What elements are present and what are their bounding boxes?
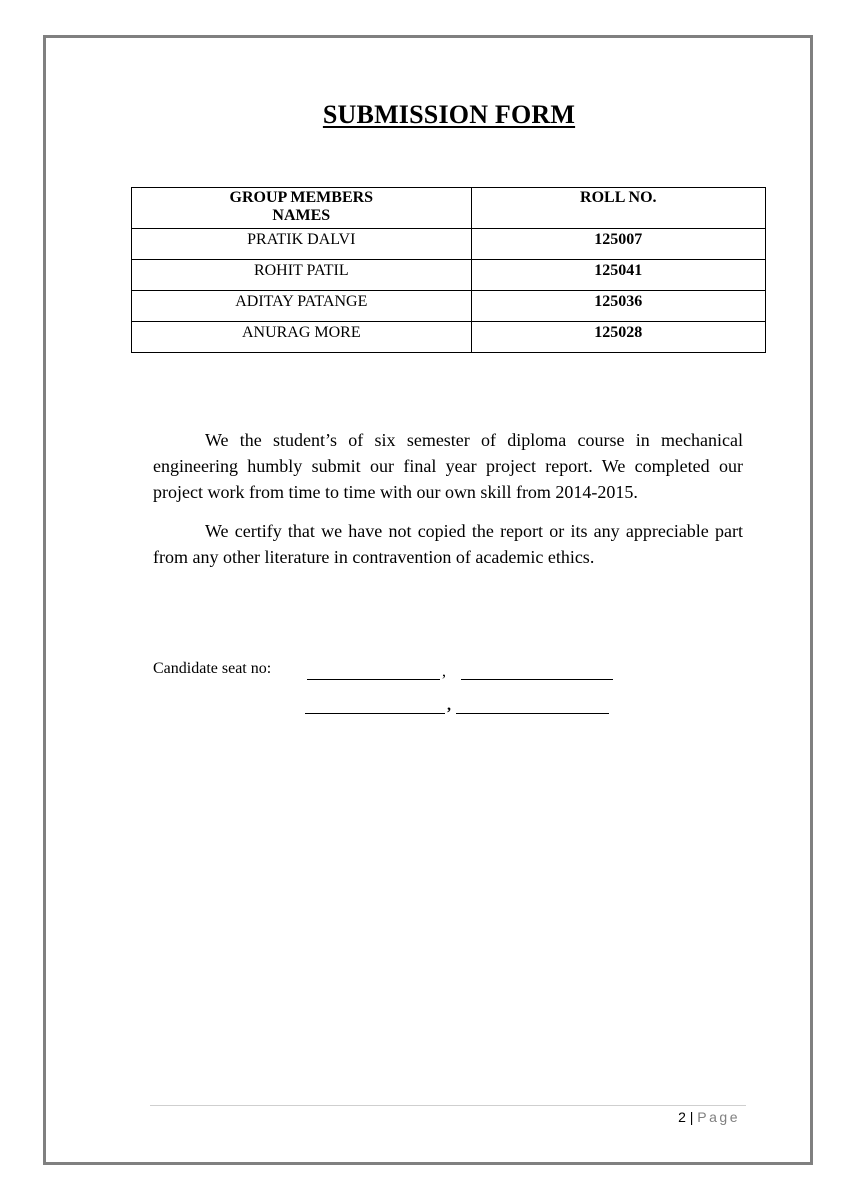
seat-separator: , bbox=[442, 663, 446, 680]
seat-number-label: Candidate seat no: bbox=[153, 660, 272, 677]
page-word: Page bbox=[697, 1109, 740, 1125]
member-name: ADITAY PATANGE bbox=[132, 291, 472, 322]
member-roll: 125036 bbox=[471, 291, 765, 322]
table-row bbox=[132, 229, 766, 260]
member-name: PRATIK DALVI bbox=[132, 229, 472, 260]
column-header-names: GROUP MEMBERS NAMES bbox=[132, 188, 472, 229]
column-header-roll: ROLL NO. bbox=[471, 188, 765, 229]
table-row bbox=[132, 322, 766, 353]
seat-separator: , bbox=[447, 697, 451, 714]
table-row bbox=[132, 291, 766, 322]
page-title: SUBMISSION FORM bbox=[322, 100, 576, 129]
footer-divider bbox=[150, 1105, 746, 1106]
member-roll: 125028 bbox=[471, 322, 765, 353]
member-roll: 125007 bbox=[471, 229, 765, 260]
member-roll: 125041 bbox=[471, 260, 765, 291]
certification-paragraph: We certify that we have not copied the report or its any appreciable part from any other literature in contravention of academic ethics. bbox=[153, 521, 743, 567]
seat-number-blank-3 bbox=[305, 713, 445, 714]
page-footer bbox=[678, 1109, 740, 1125]
page-number: 2 bbox=[678, 1109, 686, 1125]
seat-number-blank-4 bbox=[456, 713, 609, 714]
page-divider: | bbox=[689, 1109, 694, 1125]
group-members-table bbox=[131, 187, 766, 353]
submission-paragraph: We the student’s of six semester of diploma course in mechanical engineering humbly submit our final year project report. We completed our project work from time to time with our own skill from 2014-2015. bbox=[153, 430, 743, 502]
seat-number-blank-1 bbox=[307, 679, 440, 680]
table-header-row bbox=[132, 188, 766, 229]
table-row bbox=[132, 260, 766, 291]
member-name: ANURAG MORE bbox=[132, 322, 472, 353]
seat-number-blank-2 bbox=[461, 679, 613, 680]
member-name: ROHIT PATIL bbox=[132, 260, 472, 291]
